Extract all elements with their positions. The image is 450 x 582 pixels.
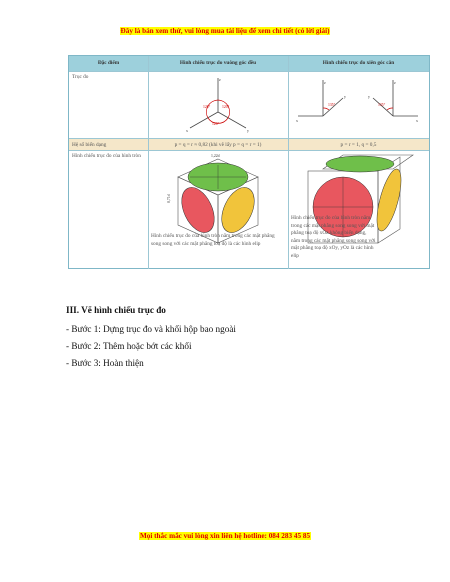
angle-label-bottom: 120°	[212, 122, 220, 126]
svg-text:y: y	[344, 94, 346, 99]
table-header-row	[69, 56, 429, 71]
coef-oblique: p = r = 1, q = 0,5	[340, 142, 377, 148]
angle-label-left: 120°	[203, 105, 211, 109]
svg-text:z: z	[219, 77, 221, 82]
svg-text:z: z	[394, 80, 396, 85]
header-oblique: Hình chiếu trục đo xiên góc cân	[322, 60, 395, 66]
table-row-axes	[69, 71, 429, 139]
coef-label: Hệ số biến dạng	[72, 142, 107, 148]
bottom-banner-text: Mọi thắc mắc vui lòng xin liên hệ hotline: 084 283 45 85	[139, 532, 311, 540]
isometric-cube-ellipses	[148, 151, 288, 269]
axonometric-comparison-table	[68, 55, 430, 269]
svg-text:x: x	[416, 118, 418, 123]
isometric-axes-diagram	[148, 72, 288, 139]
header-isometric: Hình chiếu trục đo vuông góc đều	[179, 60, 257, 66]
circle-label: Hình chiếu trục đo của hình tròn	[72, 153, 141, 159]
bottom-hotline-banner	[0, 532, 450, 540]
axes-label: Trục đo	[72, 74, 89, 80]
table-row-circle	[69, 150, 429, 269]
step-2: - Bước 2: Thêm hoặc bớt các khối	[66, 341, 192, 351]
svg-text:x: x	[186, 128, 188, 133]
angle-label-right: 120°	[222, 105, 230, 109]
svg-text:y: y	[247, 128, 249, 133]
step-3: - Bước 3: Hoàn thiện	[66, 358, 144, 368]
top-banner-text: Đây là bản xem thử, vui lòng mua tài liệu để xem chi tiết (có lời giải)	[120, 27, 330, 35]
dim-side: 0,71d	[167, 194, 171, 203]
header-feature: Đặc điểm	[97, 60, 120, 66]
svg-text:x: x	[296, 118, 298, 123]
oblique-angle-left: 135°	[328, 103, 336, 107]
oblique-top-ellipse	[326, 156, 394, 172]
step-1: - Bước 1: Dựng trục đo và khối hộp bao ngoài	[66, 324, 236, 334]
coef-isometric: p = q = r ≈ 0,82 (khi vẽ lấy p = q = r = 1)	[174, 142, 262, 148]
oblique-side-ellipse	[372, 167, 406, 233]
svg-text:y: y	[368, 94, 370, 99]
svg-text:z: z	[324, 80, 326, 85]
dim-top: 1,22d	[211, 154, 220, 158]
isometric-circle-caption: Hình chiếu trục đo của hình tròn nằm trong các mặt phẳng song song với các mặt phẳng toạ độ là các hình elip	[151, 233, 275, 247]
oblique-angle-right: 135°	[378, 103, 386, 107]
oblique-axes-diagram	[288, 72, 429, 139]
oblique-circle-caption: Hình chiếu trục đo của hình tròn nằm trong các mặt phẳng song song với mặt phẳng toạ độ xOz không biến dạng, nằm trong các mặt phẳng song song với mặt phẳng toạ độ xOy, yOz là các hình elip	[291, 215, 376, 259]
top-preview-banner	[0, 27, 450, 35]
section-title: III. Vẽ hình chiếu trục đo	[66, 305, 166, 315]
